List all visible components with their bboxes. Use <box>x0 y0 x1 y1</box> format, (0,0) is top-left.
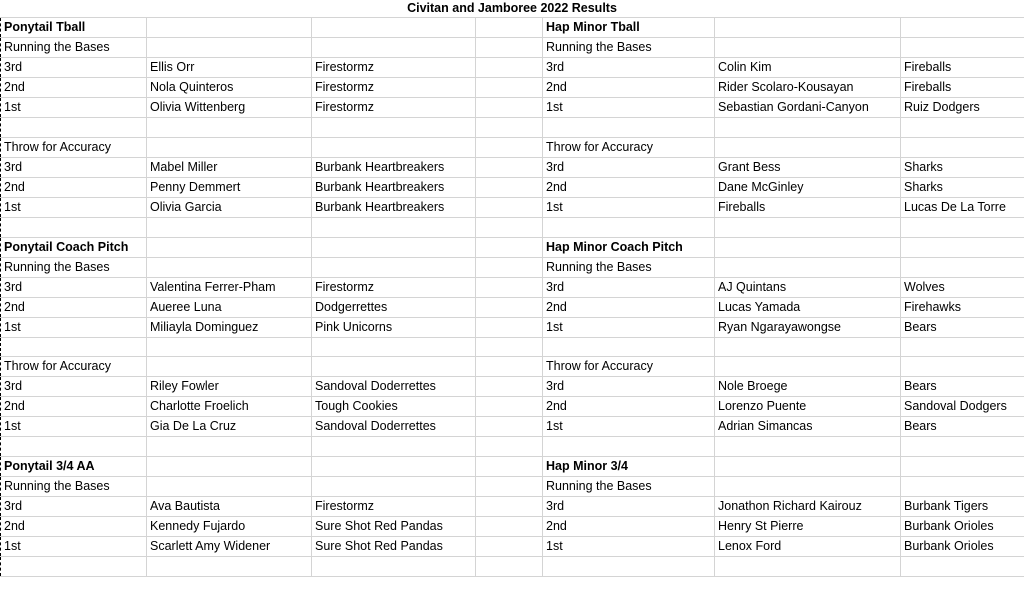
cell[interactable] <box>543 217 715 237</box>
cell[interactable]: Ruiz Dodgers <box>901 98 1024 118</box>
table-row <box>1 357 1024 377</box>
cell[interactable]: Ponytail 3/4 AA <box>1 457 147 477</box>
cell[interactable] <box>476 297 543 317</box>
cell[interactable] <box>901 357 1024 377</box>
cell[interactable] <box>901 118 1024 138</box>
cell[interactable] <box>901 217 1024 237</box>
cell[interactable]: Penny Demmert <box>147 177 312 197</box>
cell[interactable] <box>147 457 312 477</box>
cell[interactable]: 3rd <box>543 277 715 297</box>
table-row <box>1 197 1024 217</box>
cell[interactable] <box>1 337 147 357</box>
cell[interactable]: Henry St Pierre <box>715 517 901 537</box>
table-row <box>1 417 1024 437</box>
cell[interactable]: Hap Minor 3/4 <box>543 457 715 477</box>
cell[interactable]: Burbank Orioles <box>901 517 1024 537</box>
cell[interactable]: 3rd <box>1 277 147 297</box>
cell[interactable] <box>147 217 312 237</box>
cell[interactable]: Bears <box>901 377 1024 397</box>
cell[interactable]: 3rd <box>1 497 147 517</box>
cell[interactable] <box>715 437 901 457</box>
cell[interactable]: Sharks <box>901 177 1024 197</box>
cell[interactable] <box>312 137 476 157</box>
cell[interactable] <box>901 257 1024 277</box>
cell[interactable]: Valentina Ferrer-Pham <box>147 277 312 297</box>
cell[interactable]: 3rd <box>543 58 715 78</box>
cell[interactable] <box>901 137 1024 157</box>
cell[interactable]: 2nd <box>543 78 715 98</box>
table-row <box>1 98 1024 118</box>
cell[interactable] <box>715 457 901 477</box>
cell[interactable]: Nola Quinteros <box>147 78 312 98</box>
cell[interactable]: 2nd <box>543 517 715 537</box>
cell[interactable]: Charlotte Froelich <box>147 397 312 417</box>
cell[interactable]: Wolves <box>901 277 1024 297</box>
cell[interactable] <box>147 257 312 277</box>
cell[interactable] <box>476 337 543 357</box>
cell[interactable] <box>1 118 147 138</box>
cell[interactable]: Firestormz <box>312 98 476 118</box>
cell[interactable]: Throw for Accuracy <box>1 357 147 377</box>
cell[interactable]: Firestormz <box>312 497 476 517</box>
cell[interactable]: 1st <box>543 197 715 217</box>
cell[interactable] <box>312 38 476 58</box>
cell[interactable] <box>147 18 312 38</box>
cell[interactable]: 1st <box>1 197 147 217</box>
cell[interactable]: Burbank Heartbreakers <box>312 177 476 197</box>
cell[interactable] <box>312 437 476 457</box>
cell[interactable] <box>715 137 901 157</box>
cell[interactable]: Sandoval Doderrettes <box>312 417 476 437</box>
cell[interactable]: Firestormz <box>312 58 476 78</box>
cell[interactable] <box>476 78 543 98</box>
cell[interactable]: Mabel Miller <box>147 157 312 177</box>
table-row <box>1 537 1024 557</box>
cell[interactable]: 2nd <box>1 397 147 417</box>
table-row <box>1 257 1024 277</box>
cell[interactable]: Firestormz <box>312 277 476 297</box>
cell[interactable]: Lorenzo Puente <box>715 397 901 417</box>
table-row <box>1 517 1024 537</box>
cell[interactable] <box>147 337 312 357</box>
cell[interactable] <box>476 557 543 577</box>
cell[interactable]: 3rd <box>1 58 147 78</box>
cell[interactable]: 1st <box>1 417 147 437</box>
cell[interactable]: Gia De La Cruz <box>147 417 312 437</box>
cell[interactable]: Lucas De La Torre <box>901 197 1024 217</box>
table-row <box>1 397 1024 417</box>
table-row <box>1 297 1024 317</box>
cell[interactable]: Adrian Simancas <box>715 417 901 437</box>
table-row <box>1 497 1024 517</box>
table-row <box>1 118 1024 138</box>
cell[interactable]: Olivia Wittenberg <box>147 98 312 118</box>
cell[interactable]: 3rd <box>1 377 147 397</box>
cell[interactable]: Throw for Accuracy <box>543 137 715 157</box>
table-row <box>1 38 1024 58</box>
cell[interactable] <box>147 557 312 577</box>
cell[interactable] <box>312 257 476 277</box>
cell[interactable]: Aueree Luna <box>147 297 312 317</box>
cell[interactable]: Rider Scolaro-Kousayan <box>715 78 901 98</box>
cell[interactable] <box>312 237 476 257</box>
cell[interactable] <box>476 357 543 377</box>
table-row <box>1 18 1024 38</box>
cell[interactable]: Lucas Yamada <box>715 297 901 317</box>
cell[interactable]: Riley Fowler <box>147 377 312 397</box>
cell[interactable]: Running the Bases <box>543 477 715 497</box>
cell[interactable]: Ava Bautista <box>147 497 312 517</box>
cell[interactable]: 2nd <box>1 517 147 537</box>
cell[interactable]: Dodgerrettes <box>312 297 476 317</box>
cell[interactable] <box>543 337 715 357</box>
cell[interactable]: Ponytail Tball <box>1 18 147 38</box>
cell[interactable] <box>901 38 1024 58</box>
cell[interactable]: AJ Quintans <box>715 277 901 297</box>
cell[interactable] <box>715 38 901 58</box>
cell[interactable] <box>476 197 543 217</box>
cell[interactable]: Dane McGinley <box>715 177 901 197</box>
cell[interactable] <box>543 557 715 577</box>
cell[interactable] <box>476 497 543 517</box>
cell[interactable]: 2nd <box>543 397 715 417</box>
cell[interactable] <box>476 98 543 118</box>
cell[interactable] <box>147 137 312 157</box>
cell[interactable]: 2nd <box>543 297 715 317</box>
cell[interactable]: Burbank Heartbreakers <box>312 197 476 217</box>
cell[interactable]: Kennedy Fujardo <box>147 517 312 537</box>
cell[interactable]: Scarlett Amy Widener <box>147 537 312 557</box>
cell[interactable] <box>147 437 312 457</box>
cell[interactable] <box>1 557 147 577</box>
cell[interactable]: Ellis Orr <box>147 58 312 78</box>
cell[interactable] <box>715 237 901 257</box>
cell[interactable] <box>715 337 901 357</box>
cell[interactable] <box>312 477 476 497</box>
cell[interactable]: Fireballs <box>715 197 901 217</box>
cell[interactable] <box>901 337 1024 357</box>
cell[interactable] <box>476 118 543 138</box>
cell[interactable]: Sebastian Gordani-Canyon <box>715 98 901 118</box>
cell[interactable]: Throw for Accuracy <box>1 137 147 157</box>
cell[interactable] <box>476 217 543 237</box>
cell[interactable] <box>476 157 543 177</box>
cell[interactable]: Nole Broege <box>715 377 901 397</box>
cell[interactable]: Jonathon Richard Kairouz <box>715 497 901 517</box>
cell[interactable]: Pink Unicorns <box>312 317 476 337</box>
table-row <box>1 277 1024 297</box>
cell[interactable]: Ponytail Coach Pitch <box>1 237 147 257</box>
cell[interactable] <box>715 557 901 577</box>
table-row <box>1 337 1024 357</box>
table-row <box>1 177 1024 197</box>
cell[interactable] <box>312 18 476 38</box>
cell[interactable]: Running the Bases <box>543 257 715 277</box>
table-row <box>1 217 1024 237</box>
cell[interactable]: 3rd <box>543 377 715 397</box>
table-row <box>1 457 1024 477</box>
table-row <box>1 557 1024 577</box>
cell[interactable]: 1st <box>543 537 715 557</box>
cell[interactable] <box>476 137 543 157</box>
cell[interactable]: 1st <box>1 98 147 118</box>
cell[interactable] <box>543 118 715 138</box>
cell[interactable] <box>147 357 312 377</box>
cell[interactable] <box>312 337 476 357</box>
cell[interactable] <box>476 257 543 277</box>
cell[interactable]: Running the Bases <box>1 38 147 58</box>
cell[interactable]: Tough Cookies <box>312 397 476 417</box>
sheet-title: Civitan and Jamboree 2022 Results <box>407 1 617 15</box>
cell[interactable] <box>715 118 901 138</box>
table-row <box>1 317 1024 337</box>
cell[interactable] <box>476 417 543 437</box>
cell[interactable]: Running the Bases <box>1 477 147 497</box>
cell[interactable] <box>476 58 543 78</box>
cell[interactable] <box>543 437 715 457</box>
cell[interactable]: Bears <box>901 417 1024 437</box>
cell[interactable]: 1st <box>543 98 715 118</box>
cell[interactable]: Grant Bess <box>715 157 901 177</box>
cell[interactable]: Running the Bases <box>543 38 715 58</box>
cell[interactable]: Olivia Garcia <box>147 197 312 217</box>
cell[interactable] <box>147 118 312 138</box>
cell[interactable] <box>476 177 543 197</box>
cell[interactable]: Firestormz <box>312 78 476 98</box>
results-grid <box>0 17 1024 577</box>
cell[interactable] <box>901 477 1024 497</box>
cell[interactable] <box>476 38 543 58</box>
cell[interactable] <box>147 237 312 257</box>
cell[interactable] <box>715 217 901 237</box>
cell[interactable]: Bears <box>901 317 1024 337</box>
cell[interactable] <box>715 257 901 277</box>
cell[interactable]: Throw for Accuracy <box>543 357 715 377</box>
cell[interactable]: Colin Kim <box>715 58 901 78</box>
cell[interactable]: Burbank Orioles <box>901 537 1024 557</box>
cell[interactable] <box>312 217 476 237</box>
cell[interactable]: 1st <box>1 537 147 557</box>
cell[interactable]: Hap Minor Tball <box>543 18 715 38</box>
cell[interactable] <box>476 397 543 417</box>
table-row <box>1 477 1024 497</box>
cell[interactable]: 1st <box>543 317 715 337</box>
cell[interactable] <box>715 357 901 377</box>
cell[interactable] <box>312 457 476 477</box>
cell[interactable] <box>476 18 543 38</box>
cell[interactable]: Burbank Tigers <box>901 497 1024 517</box>
cell[interactable]: 1st <box>1 317 147 337</box>
cell[interactable]: 2nd <box>1 78 147 98</box>
cell[interactable] <box>476 237 543 257</box>
cell[interactable]: 2nd <box>543 177 715 197</box>
cell[interactable]: Ryan Ngarayawongse <box>715 317 901 337</box>
table-row <box>1 377 1024 397</box>
cell[interactable]: Sure Shot Red Pandas <box>312 537 476 557</box>
cell[interactable] <box>901 18 1024 38</box>
cell[interactable] <box>147 38 312 58</box>
cell[interactable]: Sandoval Dodgers <box>901 397 1024 417</box>
table-row <box>1 78 1024 98</box>
cell[interactable]: Lenox Ford <box>715 537 901 557</box>
cell[interactable]: Fireballs <box>901 78 1024 98</box>
cell[interactable] <box>901 457 1024 477</box>
cell[interactable] <box>1 437 147 457</box>
cell[interactable] <box>1 217 147 237</box>
cell[interactable] <box>476 377 543 397</box>
cell[interactable]: 3rd <box>1 157 147 177</box>
cell[interactable] <box>476 477 543 497</box>
cell[interactable] <box>476 457 543 477</box>
cell[interactable] <box>476 317 543 337</box>
cell[interactable] <box>312 357 476 377</box>
table-row <box>1 157 1024 177</box>
cell[interactable] <box>476 437 543 457</box>
cell[interactable]: 2nd <box>1 297 147 317</box>
cell[interactable]: Sure Shot Red Pandas <box>312 517 476 537</box>
cell[interactable]: Sandoval Doderrettes <box>312 377 476 397</box>
cell[interactable]: Running the Bases <box>1 257 147 277</box>
cell[interactable] <box>476 277 543 297</box>
cell[interactable]: Sharks <box>901 157 1024 177</box>
cell[interactable]: Fireballs <box>901 58 1024 78</box>
cell[interactable]: Burbank Heartbreakers <box>312 157 476 177</box>
cell[interactable] <box>901 237 1024 257</box>
cell[interactable]: 1st <box>543 417 715 437</box>
cell[interactable]: 3rd <box>543 157 715 177</box>
cell[interactable] <box>715 477 901 497</box>
cell[interactable] <box>312 118 476 138</box>
table-row <box>1 237 1024 257</box>
cell[interactable]: Firehawks <box>901 297 1024 317</box>
cell[interactable] <box>476 517 543 537</box>
table-row <box>1 137 1024 157</box>
cell[interactable]: Miliayla Dominguez <box>147 317 312 337</box>
cell[interactable] <box>901 437 1024 457</box>
cell[interactable] <box>147 477 312 497</box>
cell[interactable]: 2nd <box>1 177 147 197</box>
table-row <box>1 437 1024 457</box>
cell[interactable]: Hap Minor Coach Pitch <box>543 237 715 257</box>
cell[interactable] <box>312 557 476 577</box>
table-row <box>1 58 1024 78</box>
cell[interactable]: 3rd <box>543 497 715 517</box>
cell[interactable] <box>715 18 901 38</box>
cell[interactable] <box>476 537 543 557</box>
cell[interactable] <box>901 557 1024 577</box>
